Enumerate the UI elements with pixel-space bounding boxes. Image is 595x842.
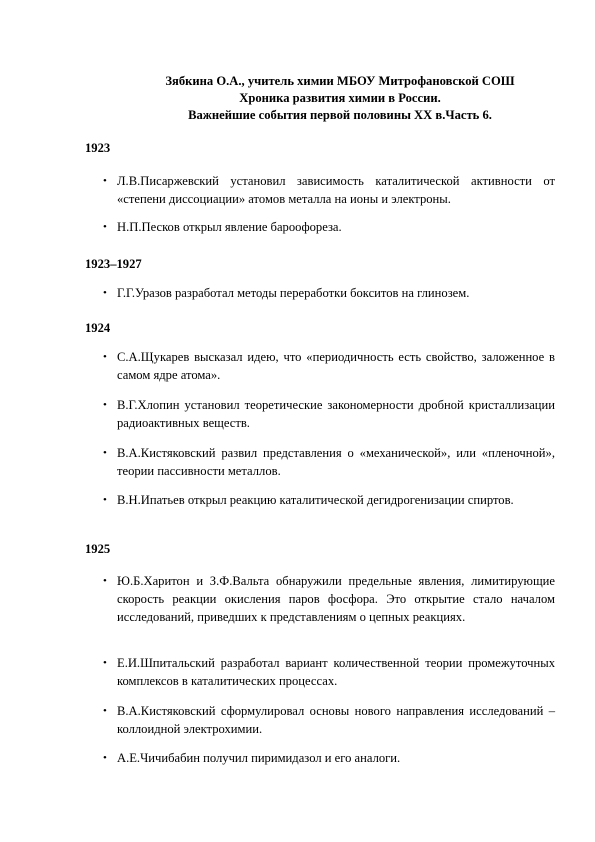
event-text: А.Е.Чичибабин получил пиримидазол и его аналоги. bbox=[117, 751, 401, 765]
bullet-icon: • bbox=[103, 575, 107, 587]
bullet-icon: • bbox=[103, 657, 107, 669]
part-title: Важнейшие события первой половины ХХ в.Часть 6. bbox=[188, 108, 492, 122]
year-heading: 1925 bbox=[85, 542, 111, 556]
list-item bbox=[85, 172, 555, 208]
section-1924 bbox=[85, 320, 555, 336]
event-text: В.Н.Ипатьев открыл реакцию каталитической дегидрогенизации спиртов. bbox=[117, 493, 514, 507]
event-text: Ю.Б.Харитон и З.Ф.Вальта обнаружили предельные явления, лимитирующие скорость реакции окисления паров фосфора. Это открытие стало началом исследований, приведших к представлениям о цепных реакциях. bbox=[117, 574, 555, 624]
event-text: Е.И.Шпитальский разработал вариант количественной теории промежуточных комплексов в каталитических процессах. bbox=[117, 656, 555, 688]
chronicle-title: Хроника развития химии в России. bbox=[239, 91, 441, 105]
event-text: Н.П.Песков открыл явление бароофореза. bbox=[117, 220, 342, 234]
section-1925 bbox=[85, 541, 555, 557]
document-header bbox=[90, 73, 590, 124]
event-text: В.А.Кистяковский сформулировал основы нового направления исследований – коллоидной электрохимии. bbox=[117, 704, 555, 736]
bullet-icon: • bbox=[103, 752, 107, 764]
list-item bbox=[85, 218, 555, 236]
list-item bbox=[85, 491, 555, 509]
bullet-icon: • bbox=[103, 221, 107, 233]
event-text: С.А.Щукарев высказал идею, что «периодичность есть свойство, заложенное в самом ядре атома». bbox=[117, 350, 555, 382]
event-text: Л.В.Писаржевский установил зависимость каталитической активности от «степени диссоциации» атомов металла на ионы и электроны. bbox=[117, 174, 555, 206]
list-item bbox=[85, 749, 555, 767]
year-heading: 1923–1927 bbox=[85, 257, 142, 271]
year-heading: 1924 bbox=[85, 321, 111, 335]
section-1923-1927 bbox=[85, 256, 555, 272]
bullet-icon: • bbox=[103, 287, 107, 299]
year-heading: 1923 bbox=[85, 141, 111, 155]
list-item bbox=[85, 396, 555, 432]
bullet-icon: • bbox=[103, 351, 107, 363]
list-item bbox=[85, 702, 555, 738]
bullet-icon: • bbox=[103, 175, 107, 187]
list-item bbox=[85, 654, 555, 690]
bullet-icon: • bbox=[103, 447, 107, 459]
list-item bbox=[85, 572, 555, 626]
list-item bbox=[85, 444, 555, 480]
event-text: В.Г.Хлопин установил теоретические закономерности дробной кристаллизации радиоактивных веществ. bbox=[117, 398, 555, 430]
bullet-icon: • bbox=[103, 705, 107, 717]
bullet-icon: • bbox=[103, 399, 107, 411]
list-item bbox=[85, 348, 555, 384]
event-text: В.А.Кистяковский развил представления о «механической», или «пленочной», теории пассивности металлов. bbox=[117, 446, 555, 478]
author-line: Зябкина О.А., учитель химии МБОУ Митрофановской СОШ bbox=[165, 74, 515, 88]
section-1923 bbox=[85, 140, 555, 156]
event-text: Г.Г.Уразов разработал методы переработки бокситов на глинозем. bbox=[117, 286, 470, 300]
list-item bbox=[85, 284, 555, 302]
bullet-icon: • bbox=[103, 494, 107, 506]
